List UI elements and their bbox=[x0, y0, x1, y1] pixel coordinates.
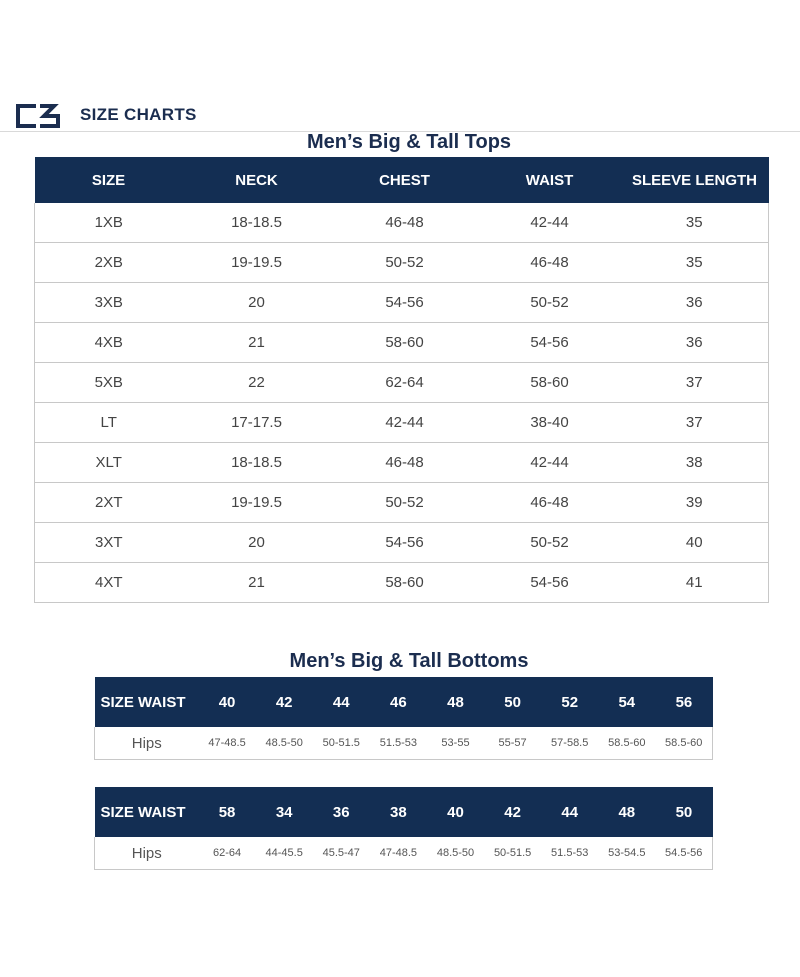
cell-size: LT bbox=[35, 403, 183, 443]
cell-chest: 42-44 bbox=[331, 403, 479, 443]
col-header-sleeve-length: SLEEVE LENGTH bbox=[621, 157, 769, 203]
cell-chest: 50-52 bbox=[331, 243, 479, 283]
hips-value: 50-51.5 bbox=[484, 837, 541, 870]
bottoms-hips-row bbox=[95, 727, 713, 760]
cell-sleeve-length: 41 bbox=[621, 563, 769, 603]
hips-value: 55-57 bbox=[484, 727, 541, 760]
table-row bbox=[35, 563, 769, 603]
hips-value: 58.5-60 bbox=[655, 727, 712, 760]
cell-waist: 50-52 bbox=[479, 523, 621, 563]
bottoms-header-row bbox=[95, 787, 713, 837]
waist-size: 48 bbox=[427, 677, 484, 727]
size-waist-label: SIZE WAIST bbox=[95, 677, 199, 727]
col-header-waist: WAIST bbox=[479, 157, 621, 203]
cell-neck: 18-18.5 bbox=[183, 443, 331, 483]
bottoms-title: Men’s Big & Tall Bottoms bbox=[289, 650, 529, 672]
cell-waist: 58-60 bbox=[479, 363, 621, 403]
waist-size: 54 bbox=[598, 677, 655, 727]
page-title: SIZE CHARTS bbox=[80, 105, 197, 124]
tops-header-row bbox=[35, 157, 769, 203]
waist-size: 52 bbox=[541, 677, 598, 727]
hips-value: 44-45.5 bbox=[256, 837, 313, 870]
table-row bbox=[35, 403, 769, 443]
cell-size: 5XB bbox=[35, 363, 183, 403]
cell-chest: 58-60 bbox=[331, 563, 479, 603]
cell-neck: 20 bbox=[183, 283, 331, 323]
cell-chest: 54-56 bbox=[331, 283, 479, 323]
cell-chest: 58-60 bbox=[331, 323, 479, 363]
table-row bbox=[35, 323, 769, 363]
cell-waist: 54-56 bbox=[479, 563, 621, 603]
cell-waist: 42-44 bbox=[479, 443, 621, 483]
cell-size: 1XB bbox=[35, 203, 183, 243]
cell-sleeve-length: 38 bbox=[621, 443, 769, 483]
cell-sleeve-length: 37 bbox=[621, 403, 769, 443]
hips-value: 47-48.5 bbox=[199, 727, 256, 760]
col-header-size: SIZE bbox=[35, 157, 183, 203]
cell-neck: 19-19.5 bbox=[183, 243, 331, 283]
tops-title: Men’s Big & Tall Tops bbox=[306, 131, 512, 153]
waist-size: 48 bbox=[598, 787, 655, 837]
cell-chest: 46-48 bbox=[331, 443, 479, 483]
waist-size: 34 bbox=[256, 787, 313, 837]
bottoms-header-row bbox=[95, 677, 713, 727]
waist-size: 58 bbox=[199, 787, 256, 837]
cell-size: XLT bbox=[35, 443, 183, 483]
cell-neck: 21 bbox=[183, 323, 331, 363]
table-row bbox=[35, 443, 769, 483]
hips-value: 48.5-50 bbox=[256, 727, 313, 760]
waist-size: 46 bbox=[370, 677, 427, 727]
waist-size: 44 bbox=[541, 787, 598, 837]
cell-sleeve-length: 36 bbox=[621, 323, 769, 363]
cell-sleeve-length: 40 bbox=[621, 523, 769, 563]
cell-waist: 50-52 bbox=[479, 283, 621, 323]
table-row bbox=[35, 483, 769, 523]
cell-chest: 46-48 bbox=[331, 203, 479, 243]
cell-neck: 21 bbox=[183, 563, 331, 603]
cell-size: 4XT bbox=[35, 563, 183, 603]
table-row bbox=[35, 243, 769, 283]
hips-value: 48.5-50 bbox=[427, 837, 484, 870]
hips-value: 51.5-53 bbox=[370, 727, 427, 760]
cell-size: 2XT bbox=[35, 483, 183, 523]
cell-neck: 17-17.5 bbox=[183, 403, 331, 443]
col-header-chest: CHEST bbox=[331, 157, 479, 203]
cell-size: 2XB bbox=[35, 243, 183, 283]
cell-waist: 46-48 bbox=[479, 243, 621, 283]
waist-size: 36 bbox=[313, 787, 370, 837]
waist-size: 40 bbox=[427, 787, 484, 837]
bottoms-size-table-2 bbox=[94, 787, 713, 870]
hips-label: Hips bbox=[95, 727, 199, 760]
hips-value: 62-64 bbox=[199, 837, 256, 870]
hips-label: Hips bbox=[95, 837, 199, 870]
cell-sleeve-length: 35 bbox=[621, 243, 769, 283]
waist-size: 38 bbox=[370, 787, 427, 837]
cell-sleeve-length: 36 bbox=[621, 283, 769, 323]
cell-neck: 22 bbox=[183, 363, 331, 403]
table-row bbox=[35, 283, 769, 323]
tops-size-table bbox=[34, 157, 769, 603]
bottoms-hips-row bbox=[95, 837, 713, 870]
cell-waist: 46-48 bbox=[479, 483, 621, 523]
page-header bbox=[14, 100, 800, 130]
cell-neck: 20 bbox=[183, 523, 331, 563]
size-waist-label: SIZE WAIST bbox=[95, 787, 199, 837]
cell-sleeve-length: 39 bbox=[621, 483, 769, 523]
waist-size: 40 bbox=[199, 677, 256, 727]
cell-sleeve-length: 37 bbox=[621, 363, 769, 403]
cell-chest: 54-56 bbox=[331, 523, 479, 563]
table-row bbox=[35, 363, 769, 403]
cell-size: 3XB bbox=[35, 283, 183, 323]
cutter-buck-logo-icon bbox=[14, 102, 64, 130]
bottoms-size-table-1 bbox=[94, 677, 713, 760]
cell-neck: 18-18.5 bbox=[183, 203, 331, 243]
waist-size: 42 bbox=[256, 677, 313, 727]
col-header-neck: NECK bbox=[183, 157, 331, 203]
cell-neck: 19-19.5 bbox=[183, 483, 331, 523]
cell-sleeve-length: 35 bbox=[621, 203, 769, 243]
waist-size: 42 bbox=[484, 787, 541, 837]
hips-value: 50-51.5 bbox=[313, 727, 370, 760]
cell-waist: 42-44 bbox=[479, 203, 621, 243]
hips-value: 54.5-56 bbox=[655, 837, 712, 870]
cell-waist: 54-56 bbox=[479, 323, 621, 363]
hips-value: 53-55 bbox=[427, 727, 484, 760]
hips-value: 57-58.5 bbox=[541, 727, 598, 760]
waist-size: 50 bbox=[655, 787, 712, 837]
cell-chest: 50-52 bbox=[331, 483, 479, 523]
table-row bbox=[35, 523, 769, 563]
waist-size: 50 bbox=[484, 677, 541, 727]
table-row bbox=[35, 203, 769, 243]
cell-waist: 38-40 bbox=[479, 403, 621, 443]
hips-value: 51.5-53 bbox=[541, 837, 598, 870]
hips-value: 53-54.5 bbox=[598, 837, 655, 870]
cell-chest: 62-64 bbox=[331, 363, 479, 403]
cell-size: 4XB bbox=[35, 323, 183, 363]
hips-value: 58.5-60 bbox=[598, 727, 655, 760]
waist-size: 56 bbox=[655, 677, 712, 727]
waist-size: 44 bbox=[313, 677, 370, 727]
hips-value: 45.5-47 bbox=[313, 837, 370, 870]
cell-size: 3XT bbox=[35, 523, 183, 563]
hips-value: 47-48.5 bbox=[370, 837, 427, 870]
